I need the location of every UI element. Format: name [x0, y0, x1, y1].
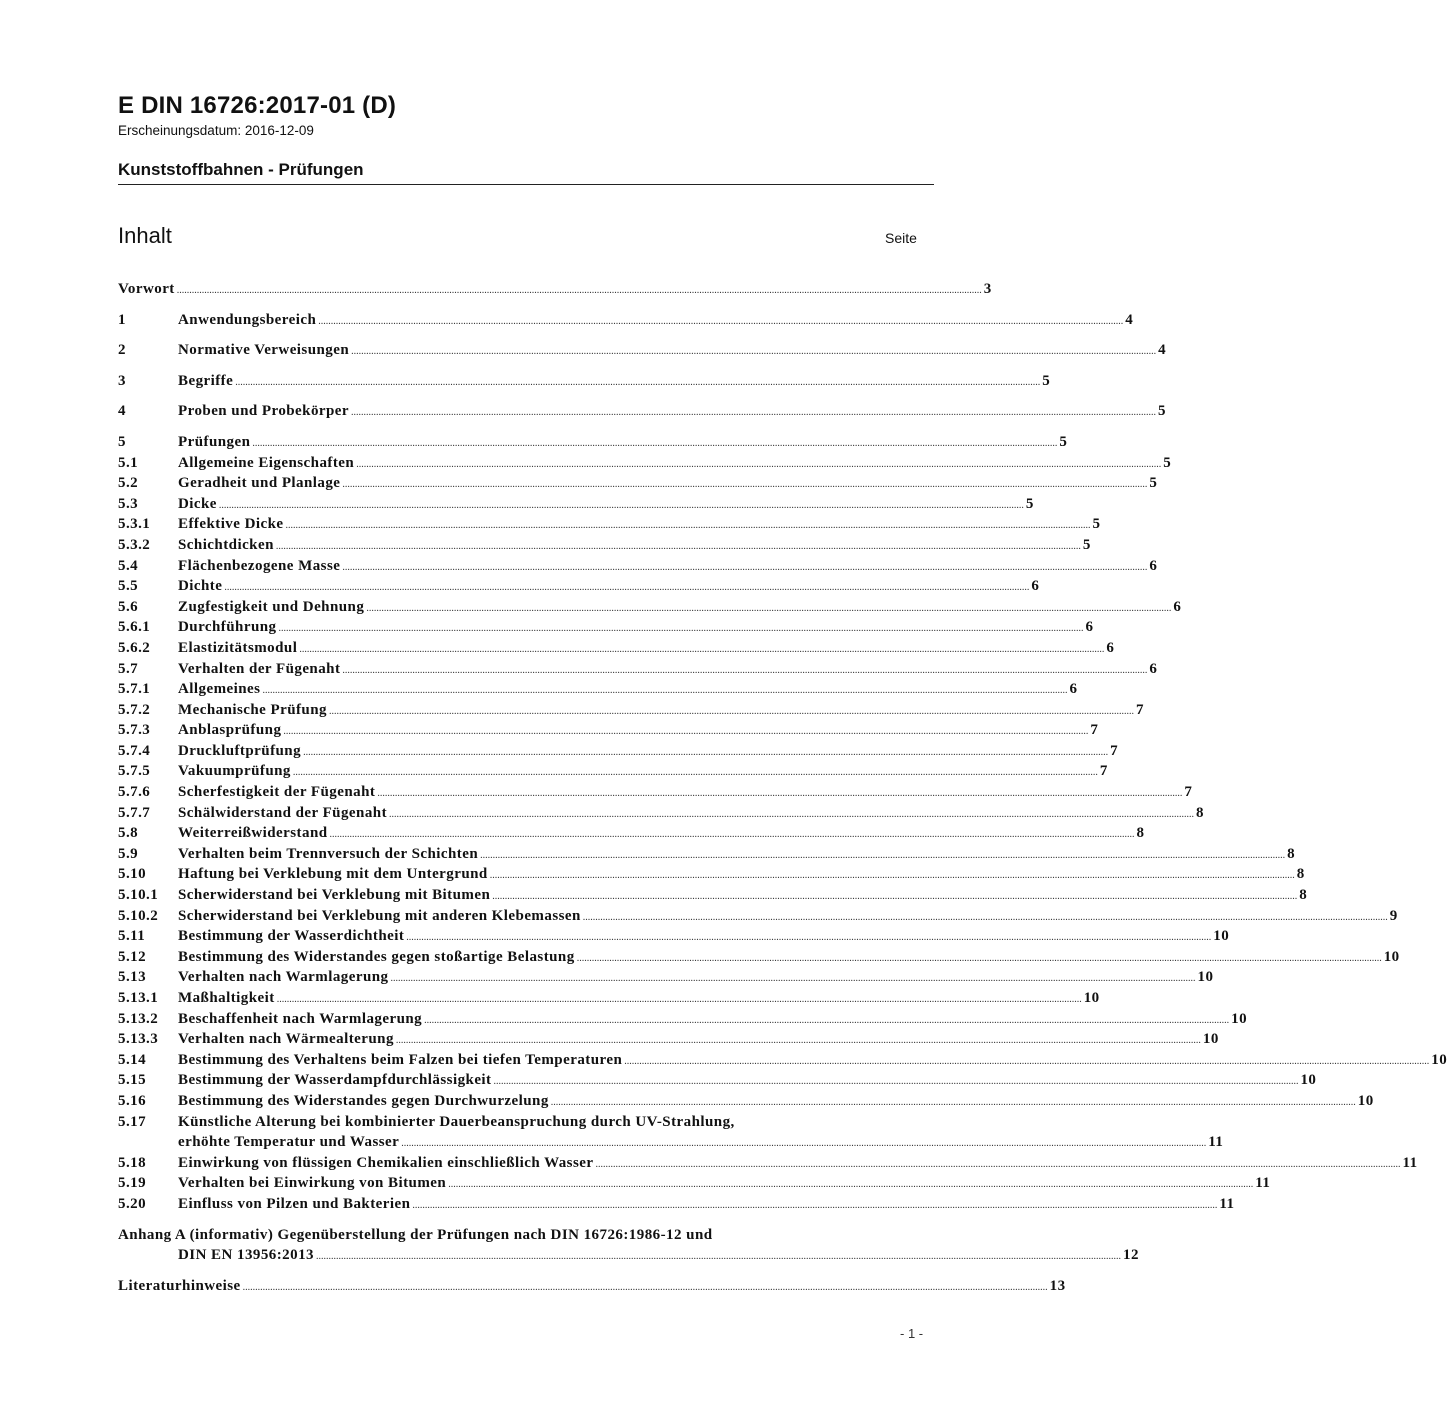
toc-entry[interactable] — [118, 1091, 1374, 1112]
toc-entry-title: Bestimmung der Wasserdampfdurchlässigkeit — [178, 1072, 492, 1089]
toc-entry-page: 9 — [1389, 907, 1398, 924]
toc-entry-number: 5.4 — [118, 557, 139, 574]
toc-entry-title: Geradheit und Planlage — [178, 475, 341, 492]
toc-entry-title: Verhalten nach Wärmealterung — [178, 1031, 394, 1048]
toc-leader-dots — [224, 576, 1029, 597]
toc-entry-title: Allgemeines — [178, 681, 261, 698]
toc-entry[interactable] — [118, 967, 1214, 988]
toc-entry-title: Einfluss von Pilzen und Bakterien — [178, 1195, 411, 1212]
toc-entry-number: 2 — [118, 342, 126, 359]
toc-entry-title: Beschaffenheit nach Warmlagerung — [178, 1010, 423, 1027]
toc-entry[interactable] — [118, 720, 1099, 741]
toc-entry-title: Bestimmung des Widerstandes gegen stoßartige Belastung — [178, 948, 575, 965]
toc-entry-title: Dicke — [178, 495, 217, 512]
toc-entry-number: 5.9 — [118, 845, 139, 862]
toc-entry-page: 10 — [1202, 1031, 1219, 1048]
toc-entry[interactable] — [118, 401, 1166, 422]
toc-entry-title: Weiterreißwiderstand — [178, 825, 328, 842]
toc-entry[interactable] — [118, 340, 1167, 361]
toc-entry-title: Anhang A (informativ) Gegenüberstellung der Prüfungen nach DIN 16726:1986-12 und — [118, 1226, 713, 1243]
toc-leader-dots — [490, 864, 1295, 885]
toc-entry-page: 5 — [1092, 516, 1101, 533]
toc-entry-page: 11 — [1208, 1134, 1224, 1151]
toc-entry-number: 5.7.4 — [118, 742, 151, 759]
toc-entry-page: 10 — [1357, 1092, 1374, 1109]
toc-leader-dots — [276, 535, 1081, 556]
toc-leader-dots — [480, 844, 1285, 865]
toc-entry-title: DIN EN 13956:2013 — [178, 1247, 314, 1264]
toc-entry-title: Normative Verweisungen — [178, 342, 350, 359]
toc-entry-number: 5.10.1 — [118, 887, 159, 904]
toc-entry-title: Verhalten beim Trennversuch der Schichten — [178, 845, 479, 862]
toc-entry[interactable] — [118, 1132, 1224, 1153]
toc-entry-page: 7 — [1099, 763, 1108, 780]
toc-entry-number: 5.18 — [118, 1154, 147, 1171]
toc-entry-page: 8 — [1296, 866, 1305, 883]
toc-leader-dots — [177, 279, 982, 300]
toc-entry-page: 8 — [1136, 825, 1145, 842]
toc-entry-title: Verhalten nach Warmlagerung — [178, 969, 389, 986]
toc-entry-number: 5.7.3 — [118, 722, 151, 739]
toc-entry-number: 5.6.1 — [118, 619, 151, 636]
toc-entry-page: 10 — [1197, 969, 1214, 986]
toc-entry-title: Elastizitätsmodul — [178, 639, 298, 656]
table-of-contents — [118, 279, 1447, 1296]
toc-leader-dots — [316, 1245, 1121, 1266]
toc-entry-title: Dichte — [178, 578, 223, 595]
toc-entry[interactable] — [118, 597, 1182, 618]
toc-leader-dots — [493, 1070, 1298, 1091]
toc-entry-page: 6 — [1031, 578, 1040, 595]
toc-leader-dots — [492, 885, 1297, 906]
toc-entry[interactable] — [118, 1009, 1248, 1030]
page-column-label: Seite — [885, 230, 917, 246]
toc-leader-dots — [366, 597, 1171, 618]
toc-entry-title: Druckluftprüfung — [178, 742, 302, 759]
toc-entry-page: 8 — [1287, 845, 1296, 862]
toc-entry-title: Zugfestigkeit und Dehnung — [178, 598, 365, 615]
toc-leader-dots — [278, 617, 1083, 638]
toc-entry-number: 5.7.1 — [118, 681, 151, 698]
toc-entry-title: Durchführung — [178, 619, 277, 636]
toc-entry-page: 5 — [1158, 403, 1166, 420]
toc-entry-title: Bestimmung des Verhaltens beim Falzen bei tiefen Temperaturen — [178, 1051, 623, 1068]
toc-entry-number: 5.15 — [118, 1072, 147, 1089]
toc-entry-number: 5.1 — [118, 454, 139, 471]
toc-entry-number: 5.12 — [118, 948, 147, 965]
toc-entry-number: 5.7 — [118, 660, 139, 677]
toc-entry-title: Schichtdicken — [178, 536, 274, 553]
toc-entry-title: Vakuumprüfung — [178, 763, 291, 780]
toc-entry-page: 6 — [1149, 660, 1158, 677]
toc-leader-dots — [424, 1009, 1229, 1030]
toc-entry[interactable] — [118, 617, 1094, 638]
toc-entry-page: 5 — [1082, 536, 1091, 553]
publication-date: Erscheinungsdatum: 2016-12-09 — [118, 123, 314, 138]
toc-entry-title: Prüfungen — [178, 433, 251, 450]
toc-leader-dots — [235, 371, 1040, 392]
toc-entry-number: 5.5 — [118, 578, 139, 595]
toc-entry-title: Anwendungsbereich — [178, 311, 317, 328]
toc-entry-number: 5.10 — [118, 866, 147, 883]
toc-leader-dots — [342, 659, 1147, 680]
toc-entry-title: Flächenbezogene Masse — [178, 557, 341, 574]
toc-entry-number: 5.11 — [118, 928, 146, 945]
toc-entry-number: 5.7.2 — [118, 701, 151, 718]
toc-entry[interactable] — [118, 1194, 1235, 1215]
toc-leader-dots — [412, 1194, 1217, 1215]
toc-entry-number: 5.7.5 — [118, 763, 151, 780]
toc-entry-title: Scherfestigkeit der Fügenaht — [178, 784, 376, 801]
toc-entry-page: 12 — [1123, 1247, 1139, 1264]
toc-entry-number: 5.3 — [118, 495, 139, 512]
toc-entry[interactable] — [118, 761, 1108, 782]
toc-entry[interactable] — [118, 988, 1100, 1009]
toc-entry-page: 7 — [1135, 701, 1144, 718]
toc-entry-number: 5.6.2 — [118, 639, 151, 656]
toc-entry[interactable] — [118, 926, 1230, 947]
toc-leader-dots — [401, 1132, 1206, 1153]
toc-entry-title: erhöhte Temperatur und Wasser — [178, 1134, 400, 1151]
toc-entry-title: Vorwort — [118, 281, 175, 297]
toc-entry-number: 5.3.2 — [118, 536, 151, 553]
toc-entry-page: 10 — [1300, 1072, 1317, 1089]
toc-leader-dots — [262, 679, 1067, 700]
toc-leader-dots — [551, 1091, 1356, 1112]
toc-entry[interactable] — [118, 885, 1308, 906]
toc-entry-page: 8 — [1196, 804, 1204, 821]
toc-leader-dots — [243, 1276, 1048, 1297]
toc-entry-number: 5.13.2 — [118, 1010, 159, 1027]
title-divider — [118, 184, 934, 185]
toc-entry[interactable] — [118, 1112, 930, 1133]
page-number: - 1 - — [900, 1326, 924, 1341]
toc-entry[interactable] — [118, 535, 1091, 556]
toc-entry-number: 5.10.2 — [118, 907, 159, 924]
toc-entry-page: 7 — [1110, 742, 1119, 759]
toc-leader-dots — [377, 782, 1182, 803]
toc-entry-page: 6 — [1069, 681, 1078, 698]
toc-entry-number: 5.8 — [118, 825, 139, 842]
toc-entry-title: Scherwiderstand bei Verklebung mit Bitumen — [178, 887, 491, 904]
toc-entry[interactable] — [118, 473, 1158, 494]
toc-entry-title: Anblasprüfung — [178, 722, 282, 739]
toc-entry[interactable] — [118, 659, 1158, 680]
toc-entry-page: 11 — [1402, 1154, 1418, 1171]
toc-leader-dots — [299, 638, 1104, 659]
toc-entry-page: 6 — [1106, 639, 1115, 656]
document-title: Kunststoffbahnen - Prüfungen — [118, 160, 364, 179]
toc-entry-number: 5.16 — [118, 1092, 147, 1109]
toc-entry-page: 8 — [1299, 887, 1308, 904]
toc-entry[interactable] — [118, 279, 992, 300]
toc-leader-dots — [351, 401, 1156, 422]
toc-leader-dots — [406, 926, 1211, 947]
toc-entry-page: 6 — [1085, 619, 1094, 636]
toc-leader-dots — [624, 1050, 1429, 1071]
toc-heading: Inhalt — [118, 223, 172, 248]
toc-entry-page: 5 — [1059, 433, 1068, 450]
toc-entry-page: 5 — [1163, 454, 1172, 471]
toc-entry[interactable] — [118, 1225, 930, 1246]
toc-entry-title: Haftung bei Verklebung mit dem Untergrund — [178, 866, 488, 883]
toc-leader-dots — [285, 514, 1090, 535]
toc-entry-page: 10 — [1083, 990, 1100, 1006]
toc-leader-dots — [303, 741, 1108, 762]
toc-entry[interactable] — [118, 844, 1296, 865]
toc-entry-page: 7 — [1090, 722, 1099, 739]
toc-entry[interactable] — [118, 906, 1398, 927]
toc-leader-dots — [293, 761, 1098, 782]
toc-entry-number: 5.2 — [118, 475, 139, 492]
toc-entry-page: 6 — [1149, 557, 1158, 574]
toc-leader-dots — [391, 967, 1196, 988]
toc-entry-page: 3 — [983, 281, 992, 297]
toc-entry-number: 5.6 — [118, 598, 139, 615]
toc-entry[interactable] — [118, 679, 1078, 700]
toc-entry[interactable] — [118, 947, 1400, 968]
toc-entry-number: 3 — [118, 372, 126, 389]
toc-entry[interactable] — [118, 453, 1172, 474]
toc-entry-title: Verhalten bei Einwirkung von Bitumen — [178, 1175, 447, 1192]
toc-leader-dots — [448, 1173, 1253, 1194]
toc-entry[interactable] — [118, 514, 1101, 535]
toc-entry-title: Literaturhinweise — [118, 1277, 241, 1294]
toc-entry[interactable] — [118, 556, 1158, 577]
toc-entry-page: 10 — [1383, 948, 1400, 965]
toc-entry[interactable] — [118, 1029, 1219, 1050]
toc-leader-dots — [356, 453, 1161, 474]
toc-entry-number: 5.13 — [118, 969, 147, 986]
toc-entry-title: Verhalten der Fügenaht — [178, 660, 341, 677]
toc-entry-title: Proben und Probekörper — [178, 403, 350, 420]
toc-entry-number: 4 — [118, 403, 126, 420]
toc-entry-page: 10 — [1213, 928, 1230, 945]
toc-entry-title: Scherwiderstand bei Verklebung mit anderen Klebemassen — [178, 907, 581, 924]
toc-entry[interactable] — [118, 432, 1068, 453]
toc-leader-dots — [219, 494, 1024, 515]
toc-leader-dots — [329, 700, 1134, 721]
toc-entry-title: Bestimmung der Wasserdichtheit — [178, 928, 405, 945]
toc-leader-dots — [583, 906, 1388, 927]
toc-entry[interactable] — [118, 823, 1145, 844]
toc-entry-page: 13 — [1049, 1277, 1066, 1294]
toc-entry[interactable] — [118, 803, 1204, 824]
toc-entry-title: Maßhaltigkeit — [178, 990, 275, 1006]
toc-entry-page: 11 — [1255, 1175, 1271, 1192]
toc-leader-dots — [351, 340, 1156, 361]
toc-leader-dots — [283, 720, 1088, 741]
toc-entry-number: 5.13.3 — [118, 1031, 159, 1048]
toc-entry-page: 4 — [1158, 342, 1167, 359]
toc-leader-dots — [577, 947, 1382, 968]
toc-entry-title: Einwirkung von flüssigen Chemikalien einschließlich Wasser — [178, 1154, 594, 1171]
toc-entry-title: Mechanische Prüfung — [178, 701, 327, 718]
toc-entry-page: 10 — [1231, 1010, 1248, 1027]
toc-entry-title: Effektive Dicke — [178, 516, 284, 533]
toc-entry-number: 5.13.1 — [118, 990, 159, 1006]
toc-entry[interactable] — [118, 1173, 1271, 1194]
toc-entry-page: 5 — [1042, 372, 1051, 389]
toc-entry-title: Begriffe — [178, 372, 234, 389]
toc-leader-dots — [342, 556, 1147, 577]
toc-entry-number: 5.7.7 — [118, 804, 151, 821]
toc-entry[interactable] — [118, 700, 1144, 721]
toc-entry[interactable] — [118, 310, 1134, 331]
toc-leader-dots — [277, 988, 1082, 1009]
toc-entry-number: 1 — [118, 311, 126, 328]
toc-entry-page: 4 — [1125, 311, 1134, 328]
toc-entry-page: 6 — [1173, 598, 1182, 615]
toc-leader-dots — [330, 823, 1135, 844]
document-id: E DIN 16726:2017-01 (D) — [118, 92, 397, 119]
toc-entry-page: 5 — [1149, 475, 1158, 492]
toc-entry-number: 5.3.1 — [118, 516, 151, 533]
toc-entry[interactable] — [118, 1070, 1317, 1091]
toc-entry-number: 5.19 — [118, 1175, 147, 1192]
toc-entry[interactable] — [118, 494, 1034, 515]
toc-entry-page: 7 — [1184, 784, 1193, 801]
toc-entry[interactable] — [118, 1245, 1139, 1266]
toc-entry-number: 5.17 — [118, 1113, 147, 1130]
toc-entry-number: 5.14 — [118, 1051, 147, 1068]
toc-entry-title: Künstliche Alterung bei kombinierter Dauerbeanspruchung durch UV-Strahlung, — [178, 1113, 735, 1130]
toc-entry[interactable] — [118, 1153, 1418, 1174]
toc-leader-dots — [389, 803, 1194, 824]
toc-entry-number: 5.7.6 — [118, 784, 151, 801]
toc-entry-title: Schälwiderstand der Fügenaht — [178, 804, 388, 821]
toc-entry[interactable] — [118, 782, 1193, 803]
toc-leader-dots — [396, 1029, 1201, 1050]
toc-entry-page: 5 — [1025, 495, 1034, 512]
toc-entry[interactable] — [118, 1050, 1447, 1071]
toc-entry[interactable] — [118, 1276, 1066, 1297]
toc-entry-page: 11 — [1219, 1195, 1235, 1212]
toc-leader-dots — [342, 473, 1147, 494]
toc-entry[interactable] — [118, 741, 1119, 762]
toc-entry-number: 5.20 — [118, 1195, 147, 1212]
toc-entry-title: Allgemeine Eigenschaften — [178, 454, 355, 471]
toc-entry-number: 5 — [118, 433, 126, 450]
toc-entry[interactable] — [118, 371, 1051, 392]
toc-entry[interactable] — [118, 638, 1115, 659]
toc-entry-title: Bestimmung des Widerstandes gegen Durchwurzelung — [178, 1092, 549, 1109]
toc-entry-page: 10 — [1431, 1051, 1447, 1068]
toc-leader-dots — [318, 310, 1123, 331]
toc-leader-dots — [595, 1153, 1400, 1174]
toc-leader-dots — [252, 432, 1057, 453]
toc-entry[interactable] — [118, 576, 1040, 597]
toc-entry[interactable] — [118, 864, 1305, 885]
